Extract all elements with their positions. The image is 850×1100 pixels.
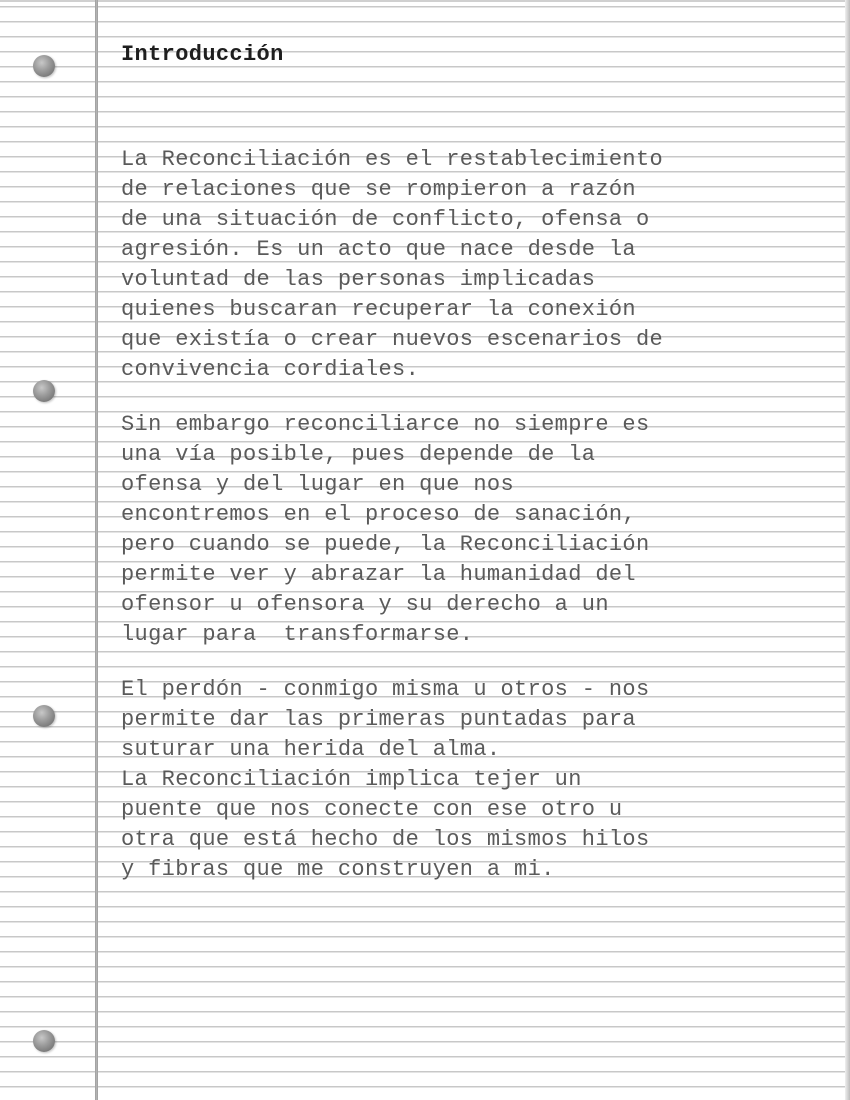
top-rule (0, 0, 850, 2)
paragraph: El perdón - conmigo misma u otros - nos permite dar las primeras puntadas para suturar una herida del alma. La Reconciliación implica tejer un puente que nos conecte con ese otro u otra que está hecho de los mismos hilos y fibras que me construyen a mi. (121, 677, 650, 882)
paragraph: Sin embargo reconciliarce no siempre es una vía posible, pues depende de la ofensa y del lugar en que nos encontremos en el proceso de sanación, pero cuando se puede, la Reconciliación permite ver y abrazar la humanidad del ofensor u ofensora y su derecho a un lugar para transformarse. (121, 412, 650, 647)
binder-hole-icon (33, 380, 55, 402)
paragraph: La Reconciliación es el restablecimiento de relaciones que se rompieron a razón de una situación de conflicto, ofensa o agresión. Es un acto que nace desde la voluntad de las personas implicadas quienes buscaran recuperar la conexión que existía o crear nuevos escenarios de convivencia cordiales. (121, 147, 664, 382)
margin-line (95, 0, 98, 1100)
binder-hole-icon (33, 1030, 55, 1052)
binder-hole-icon (33, 55, 55, 77)
page-edge (845, 0, 850, 1100)
binder-hole-icon (33, 705, 55, 727)
document-title: Introducción (121, 42, 284, 67)
document-body (121, 40, 821, 885)
